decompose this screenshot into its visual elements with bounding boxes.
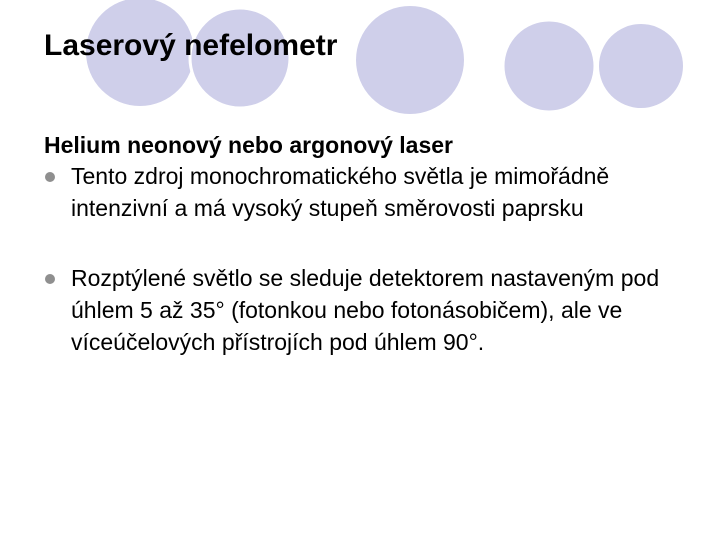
bullet-item [44,262,684,358]
bullet-dot-icon [45,274,55,284]
bullet-dot-icon [45,172,55,182]
slide-content [44,130,684,358]
bullet-list [44,160,684,358]
decor-circle-3 [356,6,464,114]
bullet-text: Tento zdroj monochromatického světla je mimořádně intenzivní a má vysoký stupeň směrovosti paprsku [71,163,610,221]
bullet-item [44,160,684,224]
subheading: Helium neonový nebo argonový laser [44,132,453,158]
bullet-text: Rozptýlené světlo se sleduje detektorem nastaveným pod úhlem 5 až 35° (fotonkou nebo fotonásobičem), ale ve víceúčelových přístrojích pod úhlem 90°. [71,265,660,355]
slide-title: Laserový nefelometr [44,29,338,62]
decor-circle-5 [599,24,683,108]
